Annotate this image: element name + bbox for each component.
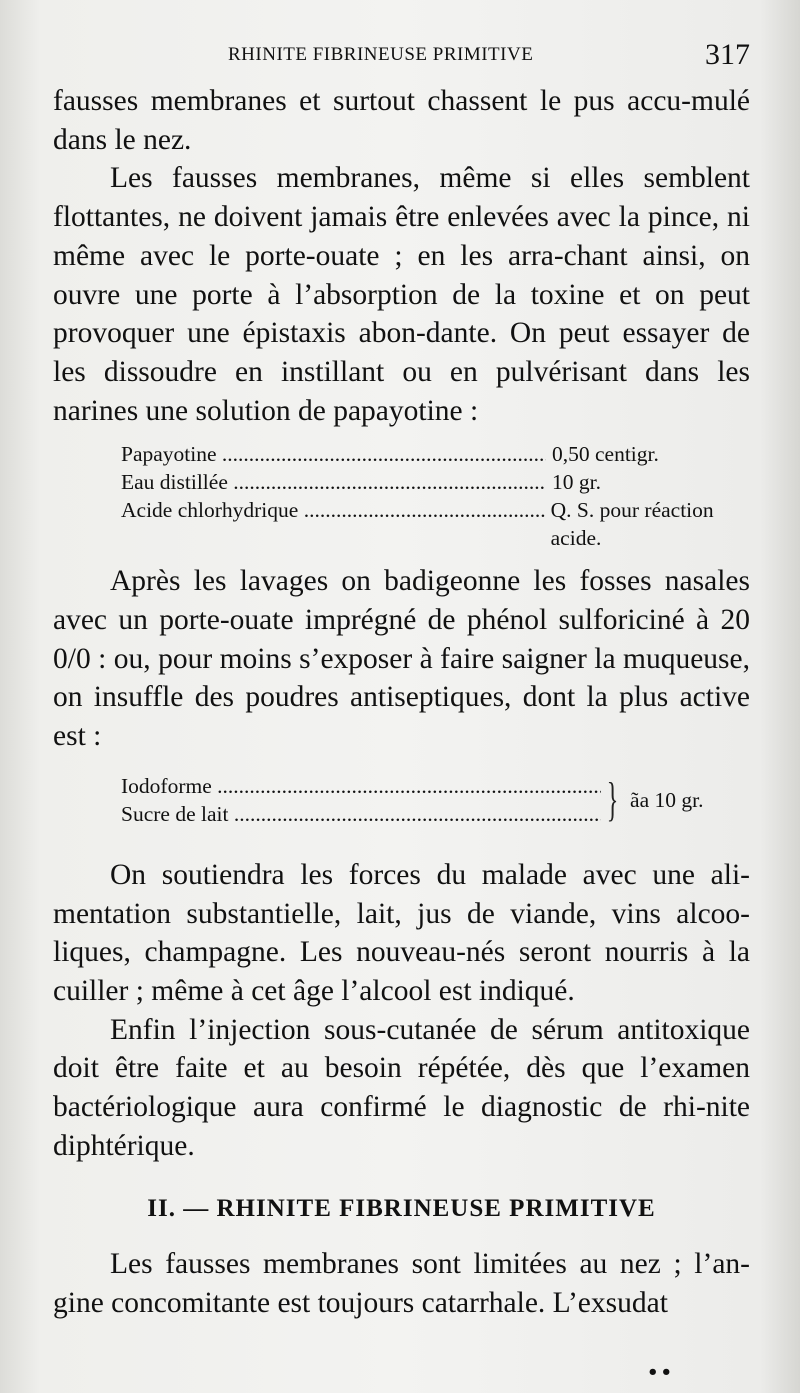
formula-powder bbox=[121, 772, 750, 828]
formula-ingredient: Iodoforme ..... bbox=[121, 772, 601, 800]
paragraph-false-membranes: Les fausses membranes, même si elles semblent flottantes, ne doivent jamais être enlevées avec la pince, ni même avec le porte-ouate ; en les arra-chant ainsi, on ouvre une porte à l’absorption de la toxine et on peut provoquer une épistaxis abon-dante. On peut essayer de les dissoudre en instillant ou en pulvérisant dans les narines une solution de papayotine : bbox=[53, 162, 750, 427]
formula-dose: 10 gr. bbox=[552, 470, 601, 495]
formula-ingredient-list bbox=[121, 772, 601, 828]
paragraph-injection: Enfin l’injection sous-cutanée de sérum antitoxique doit être faite et au besoin répétée, dès que l’examen bactériologique aura confirmé le diagnostic de rhi-nite diphtérique. bbox=[53, 1013, 750, 1162]
formula-papayotine bbox=[121, 440, 750, 552]
page-header bbox=[0, 38, 800, 74]
formula-dose: Q. S. pour réaction acide. bbox=[550, 498, 714, 551]
running-title: RHINITE FIBRINEUSE PRIMITIVE bbox=[228, 44, 534, 65]
formula-ingredient: Eau distillée ..... bbox=[121, 468, 546, 496]
paragraph-lavages: Après les lavages on badigeonne les fosses nasales avec un porte-ouate imprégné de phénol sulforiciné à 20 0/0 : ou, pour moins s’exposer à faire saigner la muqueuse, on insuffle des poudres antiseptiques, dont la plus active est : bbox=[53, 565, 750, 753]
page-body bbox=[53, 82, 750, 1323]
formula-ingredient: Sucre de lait ..... bbox=[121, 800, 601, 828]
signature-mark: •• bbox=[647, 1362, 675, 1383]
page-number: 317 bbox=[705, 38, 750, 71]
formula-dose: ãa 10 gr. bbox=[630, 787, 704, 812]
paragraph-nutrition: On soutiendra les forces du malade avec une ali-mentation substantielle, lait, jus de viande, vins alcoo-liques, champagne. Les nouveau-nés seront nourris à la cuiller ; même à cet âge l’alcool est indiqué. bbox=[53, 858, 750, 1007]
formula-row bbox=[121, 468, 750, 496]
formula-row bbox=[121, 440, 750, 468]
section-heading: II. — RHINITE FIBRINEUSE PRIMITIVE bbox=[147, 1195, 656, 1223]
paragraph-continuation: fausses membranes et surtout chassent le pus accu-mulé dans le nez. bbox=[53, 85, 750, 156]
formula-dose: 0,50 centigr. bbox=[552, 442, 659, 467]
formula-ingredient: Acide chlorhydrique ..... bbox=[121, 496, 545, 524]
brace-symbol: } bbox=[606, 772, 619, 826]
formula-ingredient: Papayotine ..... bbox=[121, 440, 546, 468]
formula-row bbox=[121, 496, 750, 552]
paragraph-primitive: Les fausses membranes sont limitées au nez ; l’an-gine concomitante est toujours catarrhale. L’exsudat bbox=[53, 1248, 750, 1320]
